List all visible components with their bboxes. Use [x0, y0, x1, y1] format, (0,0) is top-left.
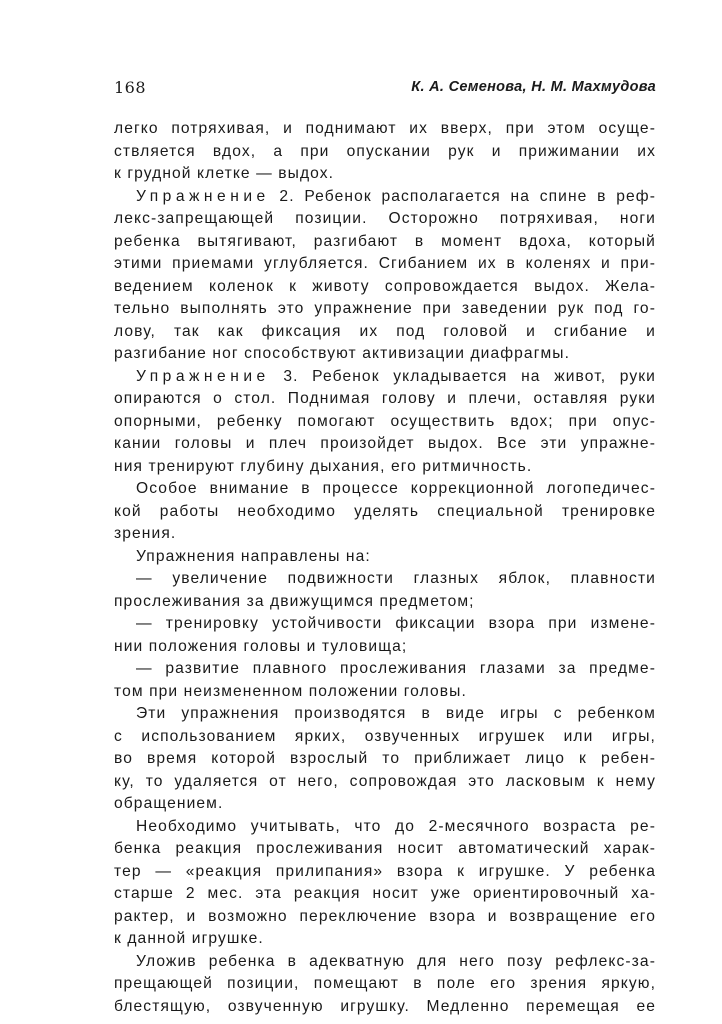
exercise-label: Упражнение — [136, 367, 270, 385]
text-line — [114, 163, 656, 186]
text-line-content: кании головы и плеч произойдет выдох. Все эти упражне- — [114, 435, 656, 452]
text-line — [114, 996, 656, 1019]
text-line-content: ку, то удаляется от него, сопровождая это ласковым к нему — [114, 772, 656, 790]
text-line — [114, 748, 656, 771]
text-line-content: обращением. — [114, 795, 224, 812]
text-line-content: прещающей позиции, помещают в поле его зрения яркую, — [114, 975, 656, 992]
text-line-content: — тренировку устойчивости фиксации взора при измене- — [136, 615, 656, 632]
text-line — [114, 613, 656, 636]
text-line-content: этими приемами углубляется. Сгибанием их в коленях и при- — [114, 255, 656, 272]
text-line — [114, 838, 656, 861]
text-line — [114, 793, 656, 816]
text-line-content: к данной игрушке. — [114, 930, 264, 947]
text-line-content: Особое внимание в процессе коррекционной логопедичес- — [136, 480, 656, 497]
text-line — [114, 928, 656, 951]
text-line — [114, 501, 656, 524]
text-line — [114, 861, 656, 884]
text-line — [114, 951, 656, 974]
text-line — [114, 231, 656, 254]
text-line-content: лекс-запрещающей позиции. Осторожно потряхивая, ноги — [114, 210, 656, 227]
text-line-content: Уложив ребенка в адекватную для него позу рефлекс-за- — [136, 952, 656, 970]
exercise-label: Упражнение — [136, 187, 270, 205]
text-line — [114, 546, 656, 569]
page-number: 168 — [114, 78, 147, 97]
text-line-content: с использованием ярких, озвученных игрушек или игры, — [114, 727, 656, 745]
text-line-content: Эти упражнения производятся в виде игры с ребенком — [136, 705, 656, 722]
text-line — [114, 523, 656, 546]
running-header-authors: К. А. Семенова, Н. М. Махмудова — [411, 79, 656, 95]
text-line — [114, 568, 656, 591]
text-line — [114, 658, 656, 681]
text-line-content: к грудной клетке — выдох. — [114, 165, 335, 182]
text-line — [114, 118, 656, 141]
text-line-content: — развитие плавного прослеживания глазами за предме- — [136, 660, 656, 677]
text-line-content: нии положения головы и туловища; — [114, 637, 408, 655]
text-line-content: бенка реакция прослеживания носит автоматический харак- — [114, 840, 656, 857]
text-line — [114, 681, 656, 704]
text-line — [114, 366, 656, 389]
text-line-content: — увеличение подвижности глазных яблок, плавности — [136, 570, 656, 587]
text-line — [114, 253, 656, 276]
text-line — [114, 276, 656, 299]
text-line — [114, 298, 656, 321]
text-line-content: 2. Ребенок располагается на спине в реф- — [269, 187, 656, 205]
text-line — [114, 883, 656, 906]
text-line — [114, 433, 656, 456]
text-line-content: ведением коленок к животу сопровождается выдох. Жела- — [114, 277, 656, 295]
text-line — [114, 703, 656, 726]
text-line — [114, 343, 656, 366]
text-line-content: прослеживания за движущимся предметом; — [114, 592, 475, 610]
text-line — [114, 636, 656, 659]
text-line — [114, 186, 656, 209]
text-line-content: во время которой взрослый то приближает лицо к ребен- — [114, 750, 656, 767]
text-line-content: тельно выполнять это упражнение при заведении рук под го- — [114, 300, 656, 317]
text-line — [114, 321, 656, 344]
text-line-content: опорными, ребенку помогают осуществить вдох; при опус- — [114, 412, 656, 430]
text-line-content: ния тренируют глубину дыхания, его ритмичность. — [114, 457, 533, 475]
text-line-content: Необходимо учитывать, что до 2-месячного возраста ре- — [136, 817, 656, 835]
text-line-content: том при неизмененном положении головы. — [114, 682, 467, 700]
text-line-content: ствляется вдох, а при опускании рук и прижимании их — [114, 142, 656, 160]
text-line — [114, 208, 656, 231]
text-line-content: рактер, и возможно переключение взора и возвращение его — [114, 907, 656, 925]
text-line-content: ребенка вытягивают, разгибают в момент вдоха, который — [114, 232, 656, 250]
text-line-content: 3. Ребенок укладывается на живот, руки — [269, 367, 656, 385]
text-line-content: тер — «реакция прилипания» взора к игрушке. У ребенка — [114, 862, 656, 880]
text-line — [114, 456, 656, 479]
text-line — [114, 478, 656, 501]
text-line-content: старше 2 мес. эта реакция носит уже ориентировочный ха- — [114, 885, 656, 902]
text-line — [114, 388, 656, 411]
text-line — [114, 726, 656, 749]
text-line-content: легко потряхивая, и поднимают их вверх, при этом осуще- — [114, 120, 656, 137]
text-line — [114, 906, 656, 929]
text-line-content: разгибание ног способствуют активизации диафрагмы. — [114, 345, 571, 362]
text-line-content: опираются о стол. Поднимая голову и плечи, оставляя руки — [114, 390, 656, 407]
text-line — [114, 591, 656, 614]
text-line-content: лову, так как фиксация их под головой и сгибание и — [114, 322, 656, 340]
text-line — [114, 816, 656, 839]
body-text — [114, 118, 656, 1018]
text-line-content: кой работы необходимо уделять специальной тренировке — [114, 502, 656, 520]
text-line — [114, 141, 656, 164]
text-line-content: Упражнения направлены на: — [136, 547, 371, 565]
text-line-content: зрения. — [114, 525, 177, 542]
text-line-content: блестящую, озвученную игрушку. Медленно перемещая ее — [114, 997, 656, 1015]
text-line — [114, 411, 656, 434]
text-line — [114, 973, 656, 996]
text-line — [114, 771, 656, 794]
